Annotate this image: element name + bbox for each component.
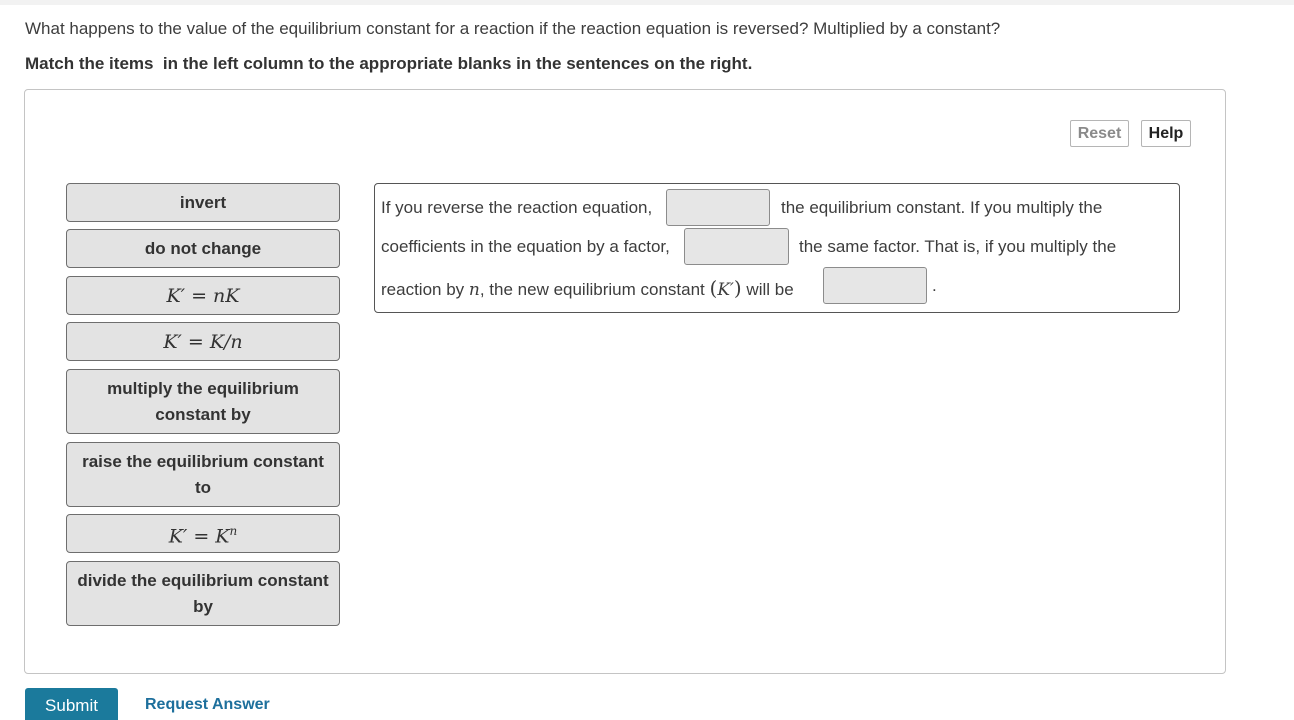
question-text: What happens to the value of the equilibrium constant for a reaction if the reaction equation is reversed? Multiplied by a constant?	[25, 19, 1001, 38]
drag-item-label: multiply the equilibrium constant by	[107, 378, 299, 424]
drop-blank-3[interactable]	[823, 267, 927, 304]
drag-item-k-equals-k-over-n[interactable]	[66, 322, 340, 361]
math-expression: $K' = K^n$	[168, 523, 238, 548]
drag-item-k-equals-nk[interactable]	[66, 276, 340, 315]
drag-item-invert[interactable]	[66, 183, 340, 222]
top-strip	[0, 0, 1294, 5]
sentence-period: .	[932, 276, 937, 295]
drag-item-k-equals-k-to-n[interactable]	[66, 514, 340, 553]
sentence-text: reaction by n, the new equilibrium constant (K′) will be	[381, 276, 794, 300]
drag-item-label: do not change	[144, 238, 262, 258]
math-expression: K′ = K/n	[163, 330, 243, 353]
reset-button[interactable]: Reset	[1070, 120, 1129, 147]
sentence-text: coefficients in the equation by a factor,	[381, 237, 670, 256]
drag-item-label: divide the equilibrium constant by	[77, 570, 329, 616]
drag-item-raise-to[interactable]	[66, 442, 340, 507]
drag-item-label: invert	[179, 192, 227, 212]
instruction-text: Match the items in the left column to the appropriate blanks in the sentences on the right.	[25, 54, 753, 73]
math-variable: n	[468, 280, 480, 300]
drop-blank-1[interactable]	[666, 189, 770, 226]
drop-blank-2[interactable]	[684, 228, 789, 265]
help-button[interactable]: Help	[1141, 120, 1191, 147]
drag-item-label: raise the equilibrium constant to	[82, 451, 324, 497]
drag-item-do-not-change[interactable]	[66, 229, 340, 268]
math-expression: K′ = nK	[166, 284, 240, 307]
sentence-text: the equilibrium constant. If you multiply the	[781, 198, 1103, 217]
sentence-text: the same factor. That is, if you multiply the	[799, 237, 1117, 256]
sentence-text: If you reverse the reaction equation,	[381, 198, 653, 217]
drag-item-multiply-by[interactable]	[66, 369, 340, 434]
drag-item-divide-by[interactable]	[66, 561, 340, 626]
request-answer-link[interactable]: Request Answer	[145, 696, 270, 713]
submit-button[interactable]: Submit	[25, 688, 118, 720]
